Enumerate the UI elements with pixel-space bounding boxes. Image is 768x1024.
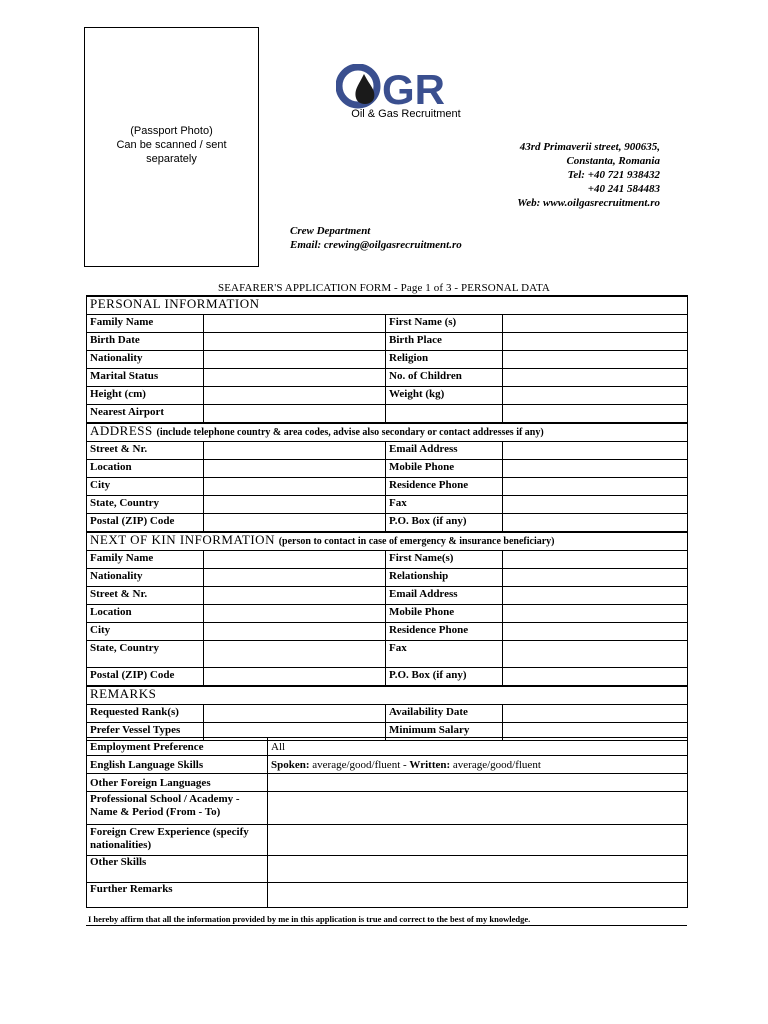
field-label: Further Remarks <box>87 883 268 908</box>
field-input[interactable] <box>503 351 688 369</box>
field-input[interactable] <box>503 551 688 569</box>
field-input[interactable] <box>386 405 503 424</box>
section-heading-address: ADDRESS (include telephone country & area codes, advise also secondary or contact addresses if any) <box>87 423 688 442</box>
field-input[interactable] <box>503 587 688 605</box>
logo-subtitle: Oil & Gas Recruitment <box>351 108 461 120</box>
field-label: Professional School / Academy - Name & Period (From - To) <box>87 792 268 825</box>
field-label: Employment Preference <box>87 738 268 756</box>
field-input[interactable] <box>204 514 386 533</box>
field-input[interactable] <box>268 774 688 792</box>
field-label: Family Name <box>87 551 204 569</box>
field-label: Nationality <box>87 569 204 587</box>
field-label: P.O. Box (if any) <box>386 668 503 687</box>
crew-dept-label: Crew Department <box>290 225 371 237</box>
field-input[interactable] <box>268 825 688 856</box>
field-label: Birth Date <box>87 333 204 351</box>
field-label: Postal (ZIP) Code <box>87 668 204 687</box>
address-phone: +40 241 584483 <box>587 183 660 195</box>
section-heading-personal: PERSONAL INFORMATION <box>87 296 688 315</box>
field-label: Location <box>87 460 204 478</box>
field-label: Marital Status <box>87 369 204 387</box>
field-input[interactable] <box>503 387 688 405</box>
section-heading-kin: NEXT OF KIN INFORMATION (person to contact in case of emergency & insurance beneficiary) <box>87 532 688 551</box>
field-input[interactable] <box>503 496 688 514</box>
address-web: Web: www.oilgasrecruitment.ro <box>517 197 660 209</box>
field-label: Relationship <box>386 569 503 587</box>
field-label: Mobile Phone <box>386 605 503 623</box>
address-phone: Tel: +40 721 938432 <box>567 169 660 181</box>
field-label: Foreign Crew Experience (specify nationalities) <box>87 825 268 856</box>
field-label: Email Address <box>386 442 503 460</box>
field-label: Weight (kg) <box>386 387 503 405</box>
field-label: City <box>87 623 204 641</box>
field-input[interactable] <box>204 333 386 351</box>
field-input[interactable] <box>204 623 386 641</box>
field-input[interactable] <box>204 569 386 587</box>
photo-caption-line: (Passport Photo) <box>130 125 213 137</box>
field-input[interactable] <box>268 792 688 825</box>
field-input[interactable] <box>268 883 688 908</box>
field-label: Prefer Vessel Types <box>87 723 204 741</box>
field-label: Availability Date <box>386 705 503 723</box>
field-input[interactable] <box>503 333 688 351</box>
field-label: Mobile Phone <box>386 460 503 478</box>
field-input[interactable] <box>204 705 386 723</box>
field-input[interactable] <box>204 641 386 668</box>
field-label: Nationality <box>87 351 204 369</box>
field-input[interactable] <box>503 442 688 460</box>
field-label: Location <box>87 605 204 623</box>
field-label: No. of Children <box>386 369 503 387</box>
field-input[interactable] <box>204 351 386 369</box>
field-input[interactable] <box>204 496 386 514</box>
section-heading-remarks: REMARKS <box>87 686 688 705</box>
field-label: First Name (s) <box>386 315 503 333</box>
field-input[interactable] <box>204 551 386 569</box>
field-label: English Language Skills <box>87 756 268 774</box>
field-input[interactable] <box>204 587 386 605</box>
field-label: Nearest Airport <box>87 405 204 424</box>
field-input[interactable] <box>268 856 688 883</box>
field-input[interactable] <box>204 460 386 478</box>
photo-caption-line: Can be scanned / sent <box>116 139 227 151</box>
field-label: Other Skills <box>87 856 268 883</box>
field-label: Fax <box>386 641 503 668</box>
field-label: Street & Nr. <box>87 587 204 605</box>
field-input[interactable] <box>204 605 386 623</box>
field-label: City <box>87 478 204 496</box>
english-skills-value[interactable]: Spoken: average/good/fluent - Written: average/good/fluent <box>268 756 688 774</box>
affirmation-statement: I hereby affirm that all the information provided by me in this application is true and correct to the best of my knowledge. <box>88 914 531 924</box>
field-input[interactable] <box>204 478 386 496</box>
field-label: Birth Place <box>386 333 503 351</box>
field-label: Residence Phone <box>386 623 503 641</box>
field-input[interactable] <box>204 405 386 424</box>
field-input[interactable] <box>503 668 688 687</box>
field-label: First Name(s) <box>386 551 503 569</box>
employment-preference-value[interactable]: All <box>268 738 688 756</box>
field-input[interactable] <box>503 569 688 587</box>
field-label: State, Country <box>87 496 204 514</box>
field-label: Religion <box>386 351 503 369</box>
field-input[interactable] <box>503 405 688 424</box>
field-input[interactable] <box>503 605 688 623</box>
passport-photo-caption <box>84 124 259 166</box>
crew-department <box>290 224 590 252</box>
remarks-detail-table <box>86 737 688 908</box>
field-label: State, Country <box>87 641 204 668</box>
field-input[interactable] <box>503 514 688 533</box>
field-label: Email Address <box>386 587 503 605</box>
field-label: Height (cm) <box>87 387 204 405</box>
field-input[interactable] <box>204 315 386 333</box>
field-input[interactable] <box>503 705 688 723</box>
field-input[interactable] <box>204 369 386 387</box>
section-note: (include telephone country & area codes, advise also secondary or contact addresses if any) <box>156 427 544 438</box>
field-input[interactable] <box>503 369 688 387</box>
address-line: Constanta, Romania <box>566 155 660 167</box>
field-label: P.O. Box (if any) <box>386 514 503 533</box>
field-input[interactable] <box>503 478 688 496</box>
company-address <box>440 140 660 210</box>
field-input[interactable] <box>503 315 688 333</box>
field-label: Postal (ZIP) Code <box>87 514 204 533</box>
field-label: Family Name <box>87 315 204 333</box>
field-input[interactable] <box>204 668 386 687</box>
divider <box>86 925 687 926</box>
field-label: Fax <box>386 496 503 514</box>
field-input[interactable] <box>503 460 688 478</box>
field-input[interactable] <box>503 623 688 641</box>
address-line: 43rd Primaverii street, 900635, <box>519 141 660 153</box>
field-label: Residence Phone <box>386 478 503 496</box>
field-label: Street & Nr. <box>87 442 204 460</box>
field-input[interactable] <box>503 641 688 668</box>
crew-email: Email: crewing@oilgasrecruitment.ro <box>290 239 462 251</box>
field-label: Other Foreign Languages <box>87 774 268 792</box>
photo-caption-line: separately <box>146 153 197 165</box>
form-title: SEAFARER'S APPLICATION FORM - Page 1 of 3 - PERSONAL DATA <box>218 282 550 294</box>
logo-wordmark: GR <box>382 66 445 113</box>
section-note: (person to contact in case of emergency & insurance beneficiary) <box>278 536 555 547</box>
application-form-table <box>86 295 688 741</box>
field-input[interactable] <box>204 387 386 405</box>
field-label: Requested Rank(s) <box>87 705 204 723</box>
field-label: Minimum Salary <box>386 723 503 741</box>
field-input[interactable] <box>204 442 386 460</box>
